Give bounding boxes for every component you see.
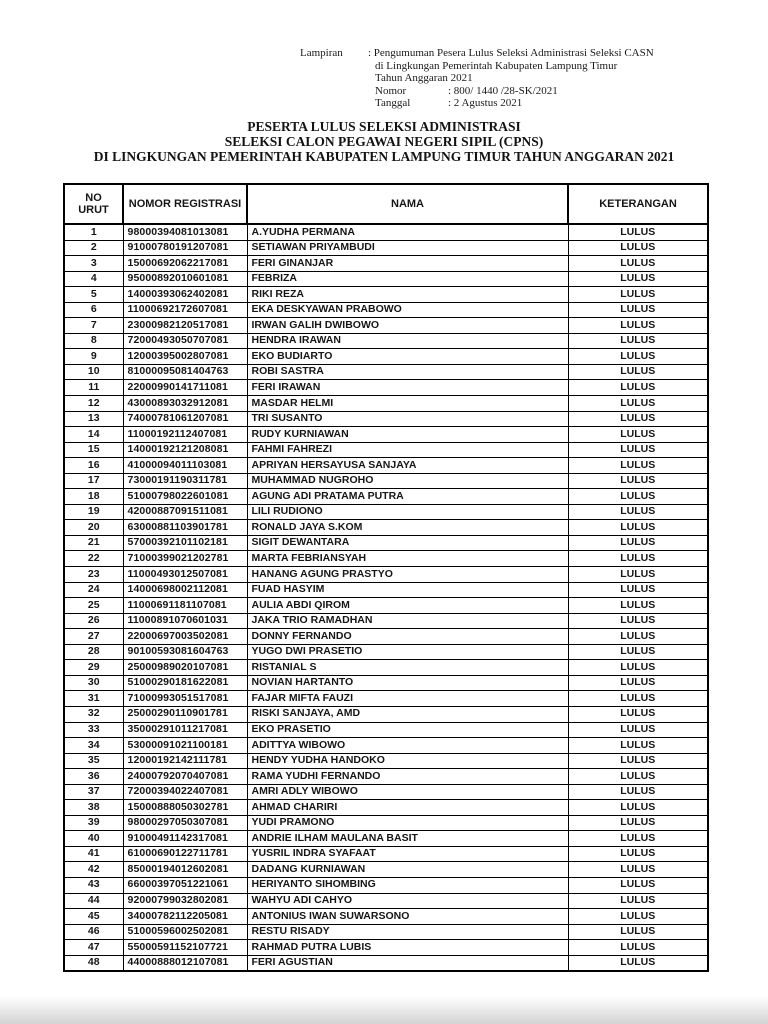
- row-number: 22: [64, 551, 123, 567]
- row-number: 10: [64, 364, 123, 380]
- row-number: 20: [64, 520, 123, 536]
- participant-name: ROBI SASTRA: [247, 364, 568, 380]
- table-row: [64, 520, 708, 536]
- registration-number: 91000780191207081: [123, 240, 247, 256]
- table-row: [64, 753, 708, 769]
- status: LULUS: [568, 504, 708, 520]
- registration-number: 51000596002502081: [123, 924, 247, 940]
- header-nomor-registrasi: NOMOR REGISTRASI: [123, 184, 247, 224]
- header-keterangan: KETERANGAN: [568, 184, 708, 224]
- participant-name: FUAD HASYIM: [247, 582, 568, 598]
- row-number: 18: [64, 489, 123, 505]
- attachment-line-1: : Pengumuman Pesera Lulus Seleksi Administrasi Seleksi CASN: [368, 47, 654, 59]
- table-header-row: [64, 184, 708, 224]
- table-row: [64, 909, 708, 925]
- status: LULUS: [568, 893, 708, 909]
- number-label: Nomor: [375, 84, 407, 97]
- participant-name: ADITTYA WIBOWO: [247, 738, 568, 754]
- row-number: 30: [64, 675, 123, 691]
- participant-name: YUGO DWI PRASETIO: [247, 644, 568, 660]
- participant-name: LILI RUDIONO: [247, 504, 568, 520]
- registration-number: 51000290181622081: [123, 675, 247, 691]
- registration-number: 11000691181107081: [123, 598, 247, 614]
- registration-number: 42000887091511081: [123, 504, 247, 520]
- table-row: [64, 738, 708, 754]
- row-number: 24: [64, 582, 123, 598]
- participant-name: RESTU RISADY: [247, 924, 568, 940]
- registration-number: 63000881103901781: [123, 520, 247, 536]
- status: LULUS: [568, 427, 708, 443]
- registration-number: 24000792070407081: [123, 769, 247, 785]
- status: LULUS: [568, 535, 708, 551]
- title-line-3: DI LINGKUNGAN PEMERINTAH KABUPATEN LAMPUNG TIMUR TAHUN ANGGARAN 2021: [93, 149, 675, 164]
- row-number: 48: [64, 955, 123, 971]
- table-row: [64, 567, 708, 583]
- registration-number: 92000799032802081: [123, 893, 247, 909]
- table-row: [64, 955, 708, 971]
- status: LULUS: [568, 287, 708, 303]
- registration-number: 53000091021100181: [123, 738, 247, 754]
- row-number: 1: [64, 224, 123, 240]
- registration-number: 51000798022601081: [123, 489, 247, 505]
- table-row: [64, 831, 708, 847]
- row-number: 44: [64, 893, 123, 909]
- participant-name: MARTA FEBRIANSYAH: [247, 551, 568, 567]
- registration-number: 11000493012507081: [123, 567, 247, 583]
- participant-name: FAJAR MIFTA FAUZI: [247, 691, 568, 707]
- participant-name: AMRI ADLY WIBOWO: [247, 784, 568, 800]
- status: LULUS: [568, 240, 708, 256]
- status: LULUS: [568, 629, 708, 645]
- row-number: 37: [64, 784, 123, 800]
- status: LULUS: [568, 411, 708, 427]
- status: LULUS: [568, 722, 708, 738]
- participant-name: HERIYANTO SIHOMBING: [247, 877, 568, 893]
- table-row: [64, 924, 708, 940]
- registration-number: 12000395002807081: [123, 349, 247, 365]
- table-row: [64, 535, 708, 551]
- participant-name: SIGIT DEWANTARA: [247, 535, 568, 551]
- row-number: 6: [64, 302, 123, 318]
- row-number: 2: [64, 240, 123, 256]
- scan-edge-shading: [0, 996, 768, 1024]
- participant-name: YUDI PRAMONO: [247, 815, 568, 831]
- participant-name: EKO BUDIARTO: [247, 349, 568, 365]
- status: LULUS: [568, 224, 708, 240]
- registration-number: 41000094011103081: [123, 458, 247, 474]
- table-row: [64, 380, 708, 396]
- table-row: [64, 396, 708, 412]
- status: LULUS: [568, 567, 708, 583]
- table-row: [64, 784, 708, 800]
- participant-name: DONNY FERNANDO: [247, 629, 568, 645]
- row-number: 7: [64, 318, 123, 334]
- row-number: 15: [64, 442, 123, 458]
- table-row: [64, 349, 708, 365]
- status: LULUS: [568, 815, 708, 831]
- participant-name: HENDY YUDHA HANDOKO: [247, 753, 568, 769]
- participant-name: RISTANIAL S: [247, 660, 568, 676]
- status: LULUS: [568, 940, 708, 956]
- status: LULUS: [568, 380, 708, 396]
- registration-number: 14000698002112081: [123, 582, 247, 598]
- participant-name: DADANG KURNIAWAN: [247, 862, 568, 878]
- participant-name: ANTONIUS IWAN SUWARSONO: [247, 909, 568, 925]
- table-row: [64, 489, 708, 505]
- table-row: [64, 893, 708, 909]
- status: LULUS: [568, 955, 708, 971]
- number-value: : 800/ 1440 /28-SK/2021: [448, 84, 558, 97]
- status: LULUS: [568, 675, 708, 691]
- table-row: [64, 660, 708, 676]
- table-row: [64, 333, 708, 349]
- results-table: [63, 183, 709, 972]
- table-row: [64, 473, 708, 489]
- status: LULUS: [568, 784, 708, 800]
- table-row: [64, 582, 708, 598]
- registration-number: 25000290110901781: [123, 706, 247, 722]
- registration-number: 55000591152107721: [123, 940, 247, 956]
- status: LULUS: [568, 769, 708, 785]
- attachment-label: Lampiran: [300, 47, 343, 59]
- table-row: [64, 598, 708, 614]
- registration-number: 98000297050307081: [123, 815, 247, 831]
- registration-number: 91000491142317081: [123, 831, 247, 847]
- status: LULUS: [568, 520, 708, 536]
- participant-name: RUDY KURNIAWAN: [247, 427, 568, 443]
- row-number: 33: [64, 722, 123, 738]
- row-number: 39: [64, 815, 123, 831]
- table-row: [64, 427, 708, 443]
- table-row: [64, 940, 708, 956]
- registration-number: 61000690122711781: [123, 846, 247, 862]
- row-number: 16: [64, 458, 123, 474]
- page-title: [0, 119, 768, 164]
- row-number: 28: [64, 644, 123, 660]
- table-row: [64, 458, 708, 474]
- participant-name: JAKA TRIO RAMADHAN: [247, 613, 568, 629]
- status: LULUS: [568, 256, 708, 272]
- registration-number: 34000782112205081: [123, 909, 247, 925]
- status: LULUS: [568, 582, 708, 598]
- row-number: 21: [64, 535, 123, 551]
- participant-name: HENDRA IRAWAN: [247, 333, 568, 349]
- participant-name: FAHMI FAHREZI: [247, 442, 568, 458]
- row-number: 23: [64, 567, 123, 583]
- status: LULUS: [568, 396, 708, 412]
- table-row: [64, 287, 708, 303]
- participant-name: AULIA ABDI QIROM: [247, 598, 568, 614]
- row-number: 17: [64, 473, 123, 489]
- participant-name: RAHMAD PUTRA LUBIS: [247, 940, 568, 956]
- table-row: [64, 271, 708, 287]
- row-number: 11: [64, 380, 123, 396]
- participant-name: RIKI REZA: [247, 287, 568, 303]
- status: LULUS: [568, 271, 708, 287]
- status: LULUS: [568, 909, 708, 925]
- registration-number: 22000697003502081: [123, 629, 247, 645]
- registration-number: 11000692172607081: [123, 302, 247, 318]
- status: LULUS: [568, 473, 708, 489]
- registration-number: 35000291011217081: [123, 722, 247, 738]
- registration-number: 85000194012602081: [123, 862, 247, 878]
- participant-name: A.YUDHA PERMANA: [247, 224, 568, 240]
- row-number: 29: [64, 660, 123, 676]
- participant-name: FERI AGUSTIAN: [247, 955, 568, 971]
- participant-name: WAHYU ADI CAHYO: [247, 893, 568, 909]
- registration-number: 14000393062402081: [123, 287, 247, 303]
- participant-name: NOVIAN HARTANTO: [247, 675, 568, 691]
- status: LULUS: [568, 738, 708, 754]
- row-number: 34: [64, 738, 123, 754]
- row-number: 25: [64, 598, 123, 614]
- attachment-info-block: [300, 47, 678, 110]
- status: LULUS: [568, 660, 708, 676]
- row-number: 12: [64, 396, 123, 412]
- registration-number: 43000893032912081: [123, 396, 247, 412]
- status: LULUS: [568, 364, 708, 380]
- registration-number: 15000692062217081: [123, 256, 247, 272]
- row-number: 36: [64, 769, 123, 785]
- table-row: [64, 691, 708, 707]
- status: LULUS: [568, 877, 708, 893]
- participant-name: IRWAN GALIH DWIBOWO: [247, 318, 568, 334]
- status: LULUS: [568, 644, 708, 660]
- status: LULUS: [568, 924, 708, 940]
- registration-number: 71000399021202781: [123, 551, 247, 567]
- status: LULUS: [568, 318, 708, 334]
- table-row: [64, 224, 708, 240]
- registration-number: 14000192121208081: [123, 442, 247, 458]
- table-row: [64, 364, 708, 380]
- registration-number: 25000989020107081: [123, 660, 247, 676]
- results-table-body: [64, 224, 708, 971]
- row-number: 27: [64, 629, 123, 645]
- row-number: 38: [64, 800, 123, 816]
- participant-name: MUHAMMAD NUGROHO: [247, 473, 568, 489]
- registration-number: 23000982120517081: [123, 318, 247, 334]
- participant-name: FEBRIZA: [247, 271, 568, 287]
- participant-name: ANDRIE ILHAM MAULANA BASIT: [247, 831, 568, 847]
- registration-number: 72000394022407081: [123, 784, 247, 800]
- table-row: [64, 302, 708, 318]
- registration-number: 73000191190311781: [123, 473, 247, 489]
- table-row: [64, 644, 708, 660]
- participant-name: AGUNG ADI PRATAMA PUTRA: [247, 489, 568, 505]
- table-row: [64, 800, 708, 816]
- registration-number: 12000192142111781: [123, 753, 247, 769]
- registration-number: 90100593081604763: [123, 644, 247, 660]
- participant-name: TRI SUSANTO: [247, 411, 568, 427]
- participant-name: FERI IRAWAN: [247, 380, 568, 396]
- status: LULUS: [568, 489, 708, 505]
- status: LULUS: [568, 302, 708, 318]
- date-value: : 2 Agustus 2021: [448, 97, 523, 110]
- status: LULUS: [568, 831, 708, 847]
- status: LULUS: [568, 442, 708, 458]
- registration-number: 11000891070601031: [123, 613, 247, 629]
- registration-number: 57000392101102181: [123, 535, 247, 551]
- header-no-urut: NO URUT: [64, 184, 123, 224]
- attachment-line-3: Tahun Anggaran 2021: [375, 72, 473, 85]
- attachment-number-row: [368, 85, 678, 98]
- table-row: [64, 877, 708, 893]
- attachment-line-2: di Lingkungan Pemerintah Kabupaten Lampung Timur: [375, 59, 618, 72]
- row-number: 31: [64, 691, 123, 707]
- header-nama: NAMA: [247, 184, 568, 224]
- row-number: 35: [64, 753, 123, 769]
- participant-name: HANANG AGUNG PRASTYO: [247, 567, 568, 583]
- participant-name: EKO PRASETIO: [247, 722, 568, 738]
- status: LULUS: [568, 846, 708, 862]
- table-row: [64, 442, 708, 458]
- table-row: [64, 706, 708, 722]
- status: LULUS: [568, 551, 708, 567]
- status: LULUS: [568, 613, 708, 629]
- row-number: 41: [64, 846, 123, 862]
- registration-number: 15000888050302781: [123, 800, 247, 816]
- table-row: [64, 769, 708, 785]
- participant-name: EKA DESKYAWAN PRABOWO: [247, 302, 568, 318]
- participant-name: FERI GINANJAR: [247, 256, 568, 272]
- table-row: [64, 722, 708, 738]
- participant-name: APRIYAN HERSAYUSA SANJAYA: [247, 458, 568, 474]
- participant-name: MASDAR HELMI: [247, 396, 568, 412]
- row-number: 26: [64, 613, 123, 629]
- attachment-value: [368, 47, 678, 110]
- registration-number: 72000493050707081: [123, 333, 247, 349]
- status: LULUS: [568, 862, 708, 878]
- row-number: 47: [64, 940, 123, 956]
- participant-name: RISKI SANJAYA, AMD: [247, 706, 568, 722]
- registration-number: 71000993051517081: [123, 691, 247, 707]
- registration-number: 11000192112407081: [123, 427, 247, 443]
- table-row: [64, 815, 708, 831]
- registration-number: 95000892010601081: [123, 271, 247, 287]
- table-row: [64, 613, 708, 629]
- row-number: 46: [64, 924, 123, 940]
- status: LULUS: [568, 753, 708, 769]
- row-number: 32: [64, 706, 123, 722]
- row-number: 4: [64, 271, 123, 287]
- table-row: [64, 411, 708, 427]
- registration-number: 44000888012107081: [123, 955, 247, 971]
- status: LULUS: [568, 800, 708, 816]
- table-row: [64, 256, 708, 272]
- registration-number: 74000781061207081: [123, 411, 247, 427]
- table-row: [64, 504, 708, 520]
- participant-name: YUSRIL INDRA SYAFAAT: [247, 846, 568, 862]
- row-number: 14: [64, 427, 123, 443]
- row-number: 42: [64, 862, 123, 878]
- registration-number: 98000394081013081: [123, 224, 247, 240]
- registration-number: 66000397051221061: [123, 877, 247, 893]
- table-row: [64, 551, 708, 567]
- table-row: [64, 629, 708, 645]
- title-line-2: SELEKSI CALON PEGAWAI NEGERI SIPIL (CPNS): [224, 134, 544, 149]
- row-number: 5: [64, 287, 123, 303]
- table-row: [64, 862, 708, 878]
- row-number: 43: [64, 877, 123, 893]
- participant-name: RONALD JAYA S.KOM: [247, 520, 568, 536]
- row-number: 8: [64, 333, 123, 349]
- attachment-date-row: [368, 97, 678, 110]
- table-row: [64, 240, 708, 256]
- row-number: 3: [64, 256, 123, 272]
- participant-name: SETIAWAN PRIYAMBUDI: [247, 240, 568, 256]
- row-number: 40: [64, 831, 123, 847]
- row-number: 13: [64, 411, 123, 427]
- table-row: [64, 318, 708, 334]
- registration-number: 81000095081404763: [123, 364, 247, 380]
- status: LULUS: [568, 706, 708, 722]
- participant-name: RAMA YUDHI FERNANDO: [247, 769, 568, 785]
- status: LULUS: [568, 349, 708, 365]
- date-label: Tanggal: [375, 97, 411, 110]
- participant-name: AHMAD CHARIRI: [247, 800, 568, 816]
- row-number: 19: [64, 504, 123, 520]
- table-row: [64, 675, 708, 691]
- row-number: 45: [64, 909, 123, 925]
- row-number: 9: [64, 349, 123, 365]
- status: LULUS: [568, 458, 708, 474]
- status: LULUS: [568, 598, 708, 614]
- table-row: [64, 846, 708, 862]
- status: LULUS: [568, 691, 708, 707]
- registration-number: 22000990141711081: [123, 380, 247, 396]
- title-line-1: PESERTA LULUS SELEKSI ADMINISTRASI: [247, 119, 521, 134]
- status: LULUS: [568, 333, 708, 349]
